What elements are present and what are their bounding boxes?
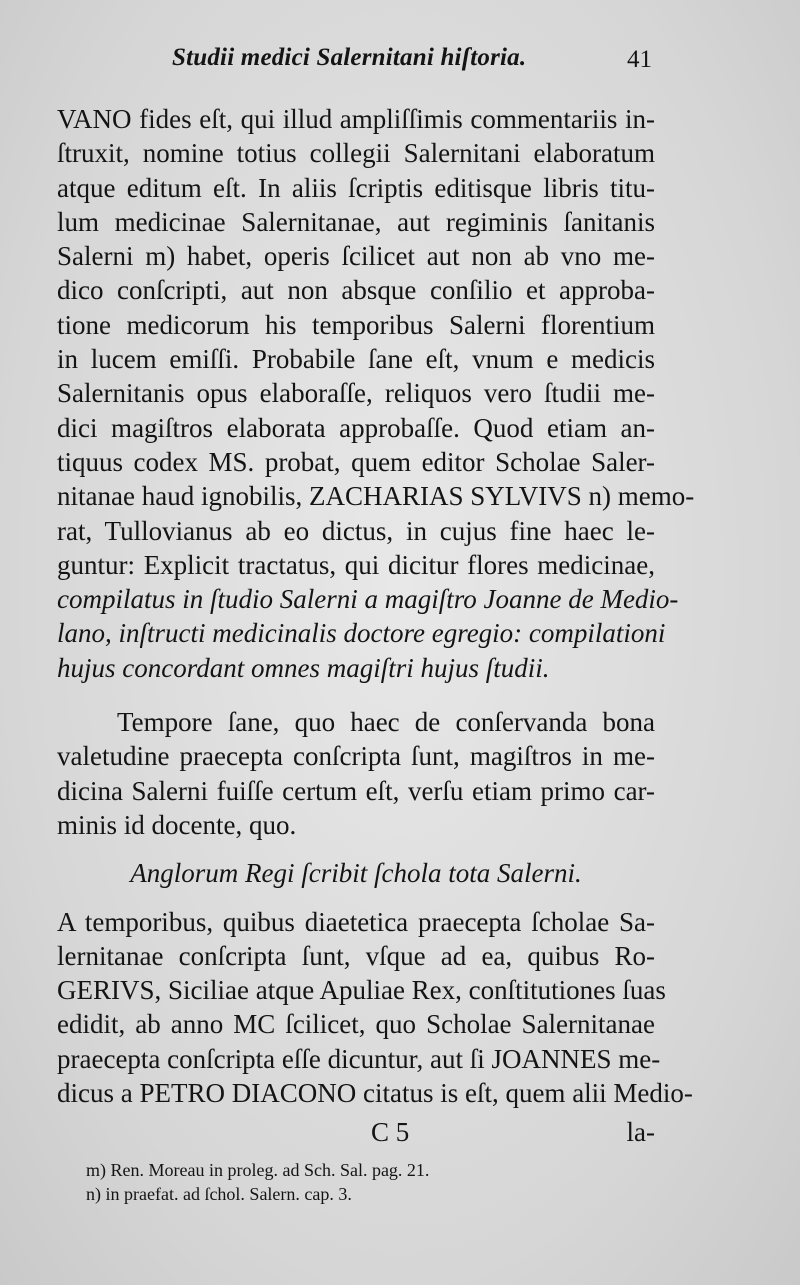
text-line: Salernitanis opus elaboraſſe, reliquos vero ſtudii me-	[57, 378, 655, 409]
text-line: GERIVS, Siciliae atque Apuliae Rex, conſtitutiones ſuas	[57, 975, 666, 1006]
text-line: edidit, ab anno MC ſcilicet, quo Scholae Salernitanae	[57, 1009, 655, 1040]
page-header	[172, 44, 652, 84]
text-line-italic: hujus concordant omnes magiſtri hujus ſtudii.	[57, 652, 550, 683]
text-line: ſtruxit, nomine totius collegii Salernitani elaboratum	[57, 138, 655, 169]
signature-mark: C 5	[371, 1117, 410, 1147]
page-number: 41	[627, 46, 652, 73]
text-line: dicina Salerni fuiſſe certum eſt, verſu etiam primo car-	[57, 775, 655, 806]
text-line: Salerni m) habet, operis ſcilicet aut non ab vno me-	[57, 241, 655, 272]
text-line-italic: lano, inſtructi medicinalis doctore egregio: compilationi	[57, 618, 666, 649]
footnote: n) in praefat. ad ſchol. Salern. cap. 3.	[86, 1184, 352, 1204]
text-line: praecepta conſcripta eſſe dicuntur, aut ſi JOANNES me-	[57, 1043, 661, 1074]
text-line: nitanae haud ignobilis, ZACHARIAS SYLVIVS n) memo-	[57, 481, 695, 512]
paragraph-gap	[57, 685, 655, 705]
text-line: dicus a PETRO DIACONO citatus is eſt, quem alii Medio-	[57, 1078, 693, 1109]
text-line: rat, Tullovianus ab eo dictus, in cujus fine haec le-	[57, 515, 655, 546]
text-line: Tempore ſane, quo haec de conſervanda bona	[117, 707, 655, 738]
signature-row	[57, 1117, 655, 1151]
catchword: la-	[626, 1117, 655, 1147]
footnote: m) Ren. Moreau in proleg. ad Sch. Sal. pag. 21.	[86, 1160, 430, 1180]
text-line: dici magiſtros elaborata approbaſſe. Quod etiam an-	[57, 412, 655, 443]
text-line: valetudine praecepta conſcripta ſunt, magiſtros in me-	[57, 741, 655, 772]
text-line: lernitanae conſcripta ſunt, vſque ad ea, quibus Ro-	[57, 940, 655, 971]
footnotes	[86, 1158, 646, 1206]
text-line: in lucem emiſſi. Probabile ſane eſt, vnum e medicis	[57, 344, 655, 375]
text-line: lum medicinae Salernitanae, aut regiminis ſanitanis	[57, 206, 655, 237]
text-line: guntur: Explicit tractatus, qui dicitur flores medicinae,	[57, 549, 655, 580]
verse-line: Anglorum Regi ſcribit ſchola tota Salerni.	[130, 858, 582, 889]
verse-gap	[57, 891, 655, 905]
body-text	[57, 102, 695, 1110]
text-line: minis id docente, quo.	[57, 809, 297, 840]
text-line: atque editum eſt. In aliis ſcriptis editisque libris titu-	[57, 172, 655, 203]
running-title: Studii medici Salernitani hiſtoria.	[172, 44, 527, 71]
text-line: tiquus codex MS. probat, quem editor Scholae Saler-	[57, 446, 655, 477]
text-line: VANO fides eſt, qui illud ampliſſimis commentariis in-	[57, 104, 655, 134]
text-line: dico conſcripti, aut non absque conſilio et approba-	[57, 275, 655, 306]
text-line: A temporibus, quibus diaetetica praecepta ſcholae Sa-	[57, 906, 655, 937]
text-line-italic: compilatus in ſtudio Salerni a magiſtro Joanne de Medio-	[57, 584, 679, 615]
verse-gap	[57, 842, 655, 856]
text-line: tione medicorum his temporibus Salerni florentium	[57, 309, 655, 340]
